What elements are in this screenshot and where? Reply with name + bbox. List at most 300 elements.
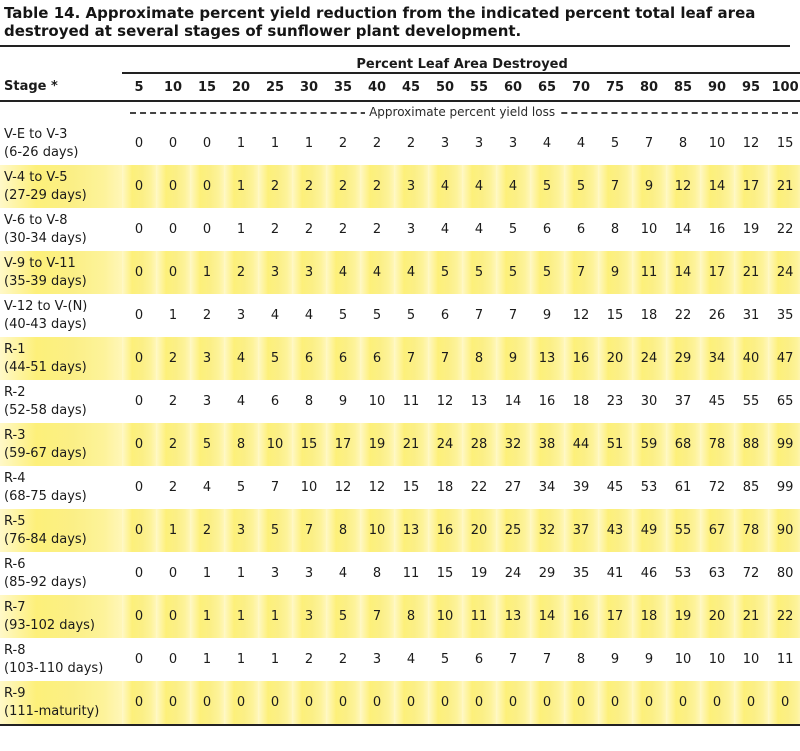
yield-loss-cell: 11 [632,251,666,294]
column-header: 20 [224,73,258,101]
yield-loss-cell: 78 [700,423,734,466]
yield-loss-cell: 55 [666,509,700,552]
yield-loss-cell: 35 [572,566,590,581]
table-row [0,251,800,294]
yield-loss-cell: 53 [640,480,658,495]
yield-loss-cell: 2 [156,337,190,380]
yield-loss-cell: 13 [496,595,530,638]
column-header: 95 [734,73,768,101]
yield-loss-cell: 2 [202,308,212,323]
yield-loss-cell: 15 [436,566,454,581]
yield-loss-cell: 0 [122,165,156,208]
yield-loss-cell: 5 [190,423,224,466]
yield-loss-cell: 6 [474,652,484,667]
yield-loss-cell: 32 [530,509,564,552]
yield-loss-cell: 59 [632,423,666,466]
yield-loss-cell: 0 [156,595,190,638]
yield-loss-cell: 3 [190,337,224,380]
stage-days: (35-39 days) [4,273,87,289]
yield-loss-cell: 18 [572,394,590,409]
yield-loss-cell: 12 [368,480,386,495]
yield-loss-cell: 5 [530,251,564,294]
yield-loss-cell: 2 [168,480,178,495]
yield-loss-cell: 0 [122,595,156,638]
column-header: 40 [360,73,394,101]
stage-label: V-4 to V-5 [4,169,68,185]
yield-loss-cell: 19 [742,222,760,237]
yield-loss-cell: 0 [666,681,700,725]
yield-loss-cell: 9 [496,337,530,380]
column-header: 80 [632,73,666,101]
yield-loss-cell: 37 [564,509,598,552]
yield-loss-cell: 10 [708,652,726,667]
table-row [0,380,800,423]
yield-loss-cell: 0 [632,681,666,725]
yield-loss-cell: 3 [236,308,246,323]
yield-loss-cell: 99 [768,423,800,466]
yield-loss-cell: 0 [190,165,224,208]
yield-loss-cell: 4 [576,136,586,151]
yield-loss-cell: 5 [372,308,382,323]
yield-loss-cell: 2 [338,222,348,237]
stage-cell [0,466,122,509]
table-title: Table 14. Approximate percent yield reduction from the indicated percent total leaf area destroyed at several stages of sunflower plant development. [4,4,756,40]
yield-loss-cell: 11 [776,652,794,667]
yield-loss-cell: 14 [700,165,734,208]
stage-label: R-1 [4,341,26,357]
yield-loss-cell: 12 [572,308,590,323]
stage-days: (27-29 days) [4,187,87,203]
yield-loss-cell: 9 [632,165,666,208]
stage-cell [0,638,122,681]
yield-loss-cell: 8 [462,337,496,380]
yield-loss-cell: 2 [406,136,416,151]
column-header: 45 [394,73,428,101]
yield-loss-cell: 5 [530,165,564,208]
yield-loss-cell: 20 [700,595,734,638]
yield-loss-cell: 3 [372,652,382,667]
yield-loss-cell: 5 [564,165,598,208]
yield-loss-cell: 11 [462,595,496,638]
yield-loss-cell: 3 [224,509,258,552]
yield-loss-cell: 24 [632,337,666,380]
yield-loss-cell: 4 [440,222,450,237]
yield-loss-cell: 7 [360,595,394,638]
yield-loss-cell: 17 [326,423,360,466]
yield-loss-cell: 0 [202,222,212,237]
yield-loss-cell: 1 [304,136,314,151]
yield-loss-cell: 27 [504,480,522,495]
yield-loss-cell: 0 [168,222,178,237]
yield-loss-cell: 0 [122,337,156,380]
yield-loss-cell: 1 [224,165,258,208]
yield-loss-cell: 15 [402,480,420,495]
yield-loss-cell: 37 [674,394,692,409]
yield-loss-cell: 4 [474,222,484,237]
stage-label: R-3 [4,427,26,443]
yield-loss-cell: 4 [326,251,360,294]
table-row [0,466,800,509]
yield-loss-cell: 9 [338,394,348,409]
table-row [0,122,800,165]
yield-loss-cell: 2 [372,136,382,151]
yield-loss-cell: 2 [270,222,280,237]
yield-loss-cell: 22 [674,308,692,323]
yield-loss-cell: 2 [258,165,292,208]
yield-loss-cell: 24 [428,423,462,466]
yield-loss-cell: 10 [360,509,394,552]
yield-loss-cell: 15 [606,308,624,323]
subheader-cell [122,101,800,122]
yield-loss-cell: 65 [776,394,794,409]
table-row [0,294,800,337]
yield-loss-cell: 78 [734,509,768,552]
yield-loss-cell: 0 [496,681,530,725]
yield-loss-cell: 12 [742,136,760,151]
stage-cell [0,208,122,251]
yield-loss-cell: 14 [674,222,692,237]
yield-loss-cell: 17 [598,595,632,638]
yield-loss-cell: 0 [768,681,800,725]
yield-loss-cell: 0 [224,681,258,725]
stage-days: (59-67 days) [4,445,87,461]
yield-loss-cell: 3 [258,251,292,294]
yield-loss-cell: 16 [428,509,462,552]
yield-loss-cell: 5 [496,251,530,294]
column-header: 70 [564,73,598,101]
stage-label: V-9 to V-11 [4,255,76,271]
yield-loss-cell: 7 [474,308,484,323]
yield-loss-cell: 3 [202,394,212,409]
yield-loss-cell: 0 [168,566,178,581]
yield-loss-cell: 29 [666,337,700,380]
stage-days: (40-43 days) [4,316,87,332]
yield-loss-cell: 0 [190,681,224,725]
yield-loss-cell: 22 [470,480,488,495]
stage-days: (103-110 days) [4,660,104,676]
yield-loss-cell: 18 [632,595,666,638]
yield-loss-cell: 2 [292,165,326,208]
yield-loss-cell: 3 [304,566,314,581]
yield-loss-cell: 2 [360,165,394,208]
yield-loss-cell: 1 [156,509,190,552]
yield-loss-cell: 24 [768,251,800,294]
yield-loss-cell: 4 [338,566,348,581]
stage-days: (52-58 days) [4,402,87,418]
yield-loss-cell: 47 [768,337,800,380]
yield-loss-cell: 2 [338,652,348,667]
yield-loss-cell: 10 [428,595,462,638]
yield-loss-cell: 4 [406,652,416,667]
column-header: 75 [598,73,632,101]
stage-days: (68-75 days) [4,488,87,504]
yield-loss-cell: 7 [270,480,280,495]
yield-loss-cell: 10 [368,394,386,409]
column-header: 15 [190,73,224,101]
yield-loss-cell: 8 [678,136,688,151]
table-row [0,681,800,725]
yield-loss-cell: 10 [300,480,318,495]
yield-loss-cell: 44 [564,423,598,466]
yield-loss-cell: 35 [776,308,794,323]
yield-loss-cell: 0 [360,681,394,725]
table-row [0,165,800,208]
yield-loss-cell: 4 [428,165,462,208]
yield-loss-cell: 0 [258,681,292,725]
yield-loss-cell: 8 [326,509,360,552]
stage-cell [0,251,122,294]
column-header: 30 [292,73,326,101]
yield-loss-cell: 16 [708,222,726,237]
yield-loss-cell: 0 [122,509,156,552]
table-row [0,208,800,251]
yield-loss-cell: 5 [258,337,292,380]
yield-loss-cell: 7 [428,337,462,380]
yield-loss-cell: 0 [156,251,190,294]
yield-loss-cell: 6 [542,222,552,237]
yield-loss-cell: 43 [598,509,632,552]
yield-loss-cell: 29 [538,566,556,581]
yield-loss-cell: 0 [202,136,212,151]
yield-loss-cell: 72 [742,566,760,581]
title-rule [0,45,790,47]
stage-cell [0,165,122,208]
yield-loss-cell: 0 [122,251,156,294]
yield-loss-cell: 0 [564,681,598,725]
yield-loss-cell: 4 [304,308,314,323]
stage-label: R-8 [4,642,26,658]
yield-loss-cell: 7 [542,652,552,667]
yield-loss-cell: 7 [508,652,518,667]
yield-loss-cell: 1 [236,222,246,237]
yield-loss-cell: 3 [474,136,484,151]
yield-loss-cell: 2 [326,165,360,208]
yield-loss-cell: 49 [632,509,666,552]
yield-loss-cell: 0 [134,652,144,667]
yield-loss-cell: 0 [530,681,564,725]
yield-loss-cell: 4 [462,165,496,208]
yield-loss-cell: 16 [564,595,598,638]
yield-loss-cell: 38 [530,423,564,466]
yield-loss-cell: 5 [440,652,450,667]
yield-loss-cell: 15 [292,423,326,466]
yield-loss-cell: 0 [598,681,632,725]
stage-label: R-6 [4,556,26,572]
yield-loss-cell: 1 [190,595,224,638]
yield-loss-cell: 53 [674,566,692,581]
stage-label: R-9 [4,685,26,701]
yield-loss-cell: 0 [156,681,190,725]
yield-loss-cell: 0 [394,681,428,725]
yield-loss-cell: 7 [598,165,632,208]
stage-cell [0,423,122,466]
yield-loss-cell: 4 [236,394,246,409]
yield-loss-cell: 99 [776,480,794,495]
yield-loss-cell: 14 [530,595,564,638]
yield-loss-cell: 39 [572,480,590,495]
subheader-label: Approximate percent yield loss [365,105,559,119]
yield-loss-cell: 0 [134,394,144,409]
column-header: 65 [530,73,564,101]
yield-loss-cell: 6 [440,308,450,323]
yield-loss-cell: 12 [334,480,352,495]
yield-loss-cell: 34 [538,480,556,495]
yield-loss-cell: 22 [776,222,794,237]
yield-loss-cell: 21 [734,251,768,294]
yield-loss-cell: 5 [236,480,246,495]
yield-loss-cell: 1 [190,251,224,294]
yield-loss-cell: 4 [542,136,552,151]
yield-loss-cell: 8 [610,222,620,237]
yield-loss-cell: 5 [508,222,518,237]
yield-loss-cell: 12 [436,394,454,409]
column-header: 60 [496,73,530,101]
table-row [0,552,800,595]
yield-loss-cell: 45 [708,394,726,409]
stage-days: (85-92 days) [4,574,87,590]
yield-loss-cell: 4 [202,480,212,495]
yield-loss-cell: 1 [270,652,280,667]
column-header-row [0,73,800,101]
yield-loss-cell: 3 [440,136,450,151]
yield-loss-cell: 16 [538,394,556,409]
group-header-label: Percent Leaf Area Destroyed [122,50,800,73]
yield-loss-cell: 4 [224,337,258,380]
yield-loss-cell: 7 [394,337,428,380]
yield-loss-cell: 19 [360,423,394,466]
stage-label: V-6 to V-8 [4,212,68,228]
yield-loss-cell: 31 [742,308,760,323]
yield-loss-cell: 0 [134,222,144,237]
yield-loss-cell: 21 [768,165,800,208]
yield-loss-cell: 1 [224,595,258,638]
yield-loss-cell: 13 [470,394,488,409]
yield-loss-cell: 26 [708,308,726,323]
subheader-spacer [0,101,122,122]
stage-days: (111-maturity) [4,703,100,719]
yield-loss-cell: 17 [734,165,768,208]
stage-days: (6-26 days) [4,144,79,160]
yield-loss-cell: 20 [462,509,496,552]
stage-days: (76-84 days) [4,531,87,547]
yield-loss-cell: 24 [504,566,522,581]
yield-loss-cell: 19 [666,595,700,638]
yield-loss-cell: 6 [326,337,360,380]
yield-loss-cell: 5 [258,509,292,552]
yield-loss-cell: 0 [700,681,734,725]
yield-loss-cell: 30 [640,394,658,409]
yield-loss-cell: 45 [606,480,624,495]
stage-cell [0,380,122,423]
stage-days: (30-34 days) [4,230,87,246]
yield-loss-cell: 2 [224,251,258,294]
stage-cell [0,681,122,725]
yield-loss-cell: 6 [292,337,326,380]
yield-loss-cell: 4 [270,308,280,323]
yield-reduction-table [0,50,800,726]
yield-loss-cell: 6 [576,222,586,237]
yield-loss-cell: 68 [666,423,700,466]
yield-loss-cell: 10 [640,222,658,237]
yield-loss-cell: 2 [372,222,382,237]
yield-loss-cell: 1 [236,566,246,581]
stage-cell [0,595,122,638]
column-header: 10 [156,73,190,101]
yield-loss-cell: 0 [292,681,326,725]
yield-loss-cell: 2 [168,394,178,409]
yield-loss-cell: 10 [674,652,692,667]
column-header: 50 [428,73,462,101]
yield-loss-cell: 5 [338,308,348,323]
table-row [0,595,800,638]
stage-cell [0,552,122,595]
yield-loss-cell: 1 [270,136,280,151]
yield-loss-cell: 61 [674,480,692,495]
yield-loss-cell: 5 [406,308,416,323]
yield-loss-cell: 72 [708,480,726,495]
yield-loss-cell: 0 [156,165,190,208]
yield-loss-cell: 10 [742,652,760,667]
yield-loss-cell: 3 [292,595,326,638]
yield-loss-cell: 6 [270,394,280,409]
yield-loss-cell: 46 [640,566,658,581]
yield-loss-cell: 22 [768,595,800,638]
yield-loss-cell: 9 [610,652,620,667]
yield-loss-cell: 13 [394,509,428,552]
yield-loss-cell: 2 [304,222,314,237]
yield-loss-cell: 5 [462,251,496,294]
yield-loss-cell: 0 [462,681,496,725]
yield-loss-cell: 11 [402,394,420,409]
yield-loss-cell: 2 [156,423,190,466]
yield-loss-cell: 28 [462,423,496,466]
yield-loss-cell: 51 [598,423,632,466]
table-row [0,509,800,552]
yield-loss-cell: 0 [734,681,768,725]
yield-loss-cell: 14 [504,394,522,409]
yield-loss-cell: 63 [708,566,726,581]
yield-loss-cell: 90 [768,509,800,552]
table-row [0,638,800,681]
column-header: 100 [768,73,800,101]
yield-loss-cell: 7 [644,136,654,151]
yield-loss-cell: 1 [258,595,292,638]
yield-loss-cell: 7 [292,509,326,552]
yield-loss-cell: 0 [122,681,156,725]
stage-label: R-2 [4,384,26,400]
yield-loss-cell: 1 [236,652,246,667]
stage-cell [0,122,122,165]
table-row [0,337,800,380]
yield-loss-cell: 11 [402,566,420,581]
yield-loss-cell: 8 [224,423,258,466]
yield-loss-cell: 85 [742,480,760,495]
yield-loss-cell: 14 [666,251,700,294]
yield-loss-cell: 88 [734,423,768,466]
stage-days: (93-102 days) [4,617,96,633]
yield-loss-cell: 1 [168,308,178,323]
group-header-row [0,50,800,73]
stage-column-header: Stage * [0,73,122,101]
yield-loss-cell: 9 [644,652,654,667]
yield-loss-cell: 0 [134,136,144,151]
subheader-row [0,101,800,122]
table-row [0,423,800,466]
yield-loss-cell: 0 [134,480,144,495]
stage-days: (44-51 days) [4,359,87,375]
column-header: 5 [122,73,156,101]
yield-loss-cell: 3 [394,165,428,208]
